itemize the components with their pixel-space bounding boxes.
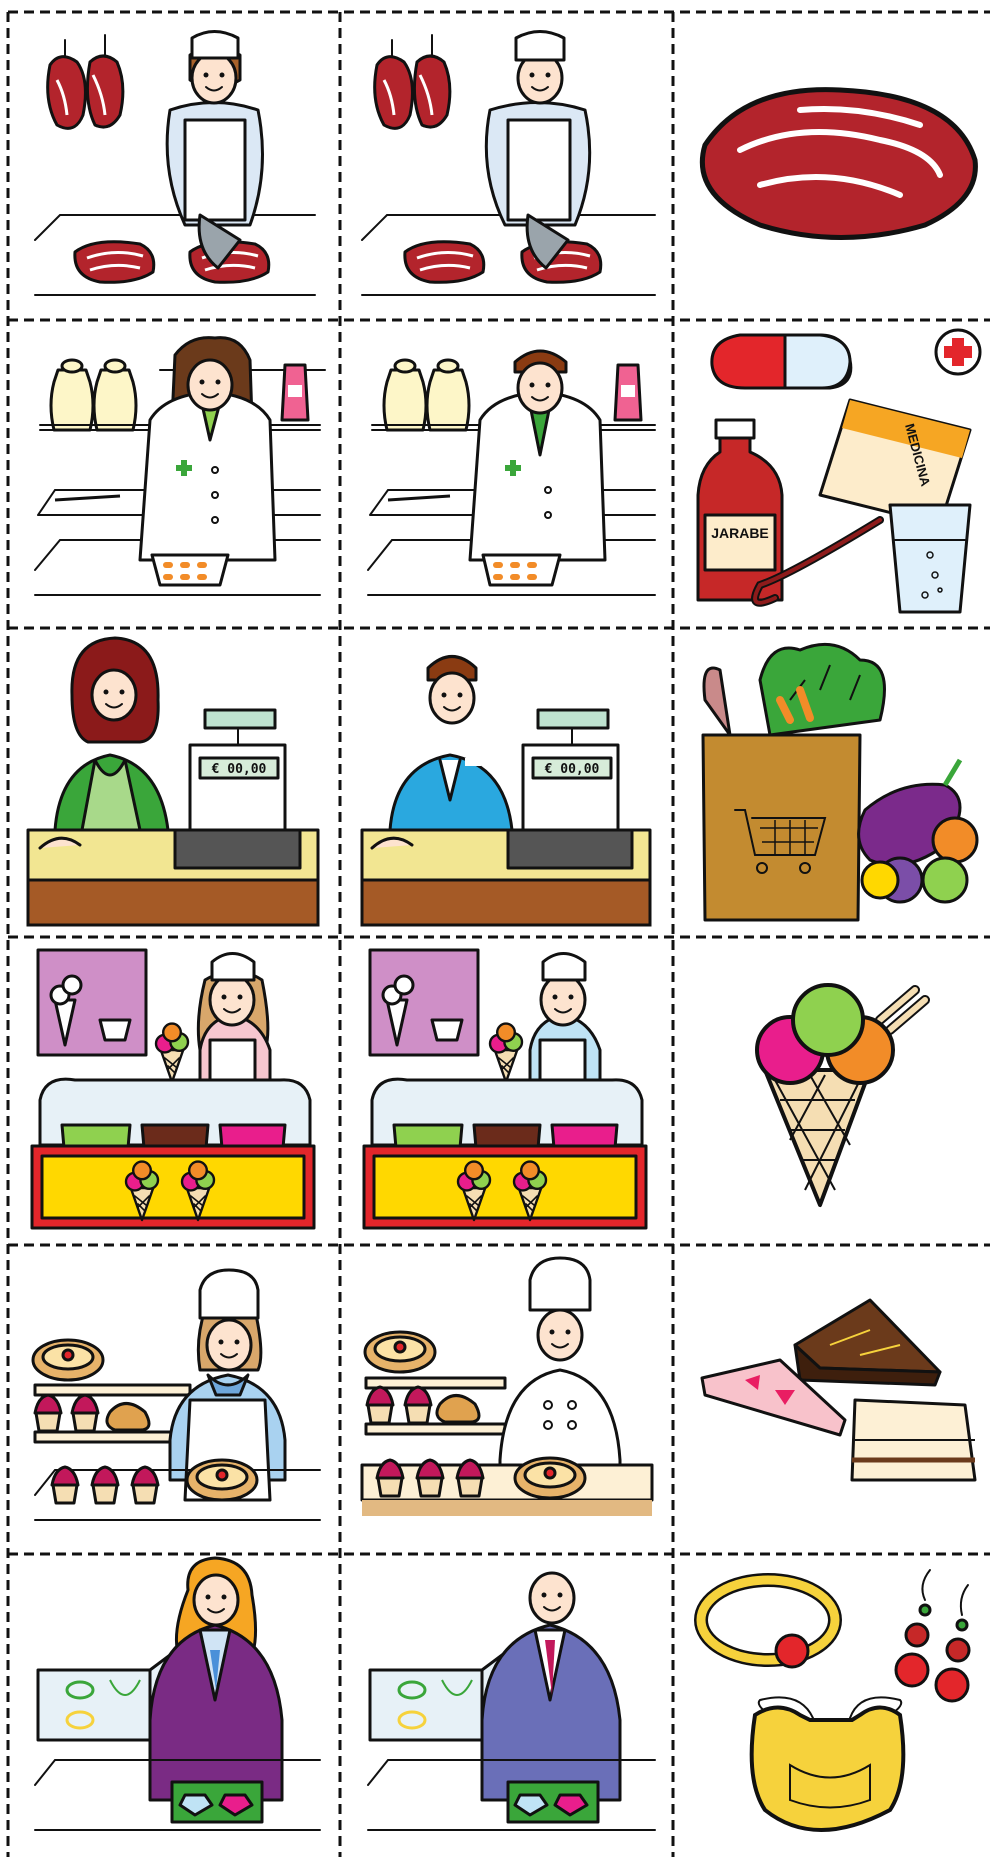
medicine-icon (698, 330, 980, 612)
syrup-label: JARABE (711, 525, 769, 541)
jeweler-man-icon (368, 1573, 655, 1830)
jewelry-icon (701, 1570, 969, 1830)
butcher-man-icon (362, 32, 655, 296)
pharmacist-man-icon (368, 351, 655, 595)
register-display-man: € 00,00 (544, 762, 600, 777)
ice-cream-seller-man-icon (364, 950, 646, 1228)
grid-lines (8, 12, 990, 1857)
medicine-label: MEDICINA (902, 421, 934, 488)
pharmacist-woman-icon (35, 338, 320, 595)
ice-cream-cone-icon (757, 985, 925, 1205)
cashier-woman-icon (28, 638, 318, 925)
grocery-bag-icon (703, 644, 977, 920)
jeweler-woman-icon (35, 1558, 320, 1830)
baker-woman-icon (33, 1270, 320, 1520)
meat-steak-icon (702, 90, 975, 238)
cashier-man-icon (362, 657, 650, 926)
ice-cream-seller-woman-icon (32, 950, 314, 1228)
cakes-icon (702, 1300, 975, 1480)
baker-man-icon (362, 1258, 652, 1516)
register-display-woman: € 00,00 (211, 762, 267, 777)
